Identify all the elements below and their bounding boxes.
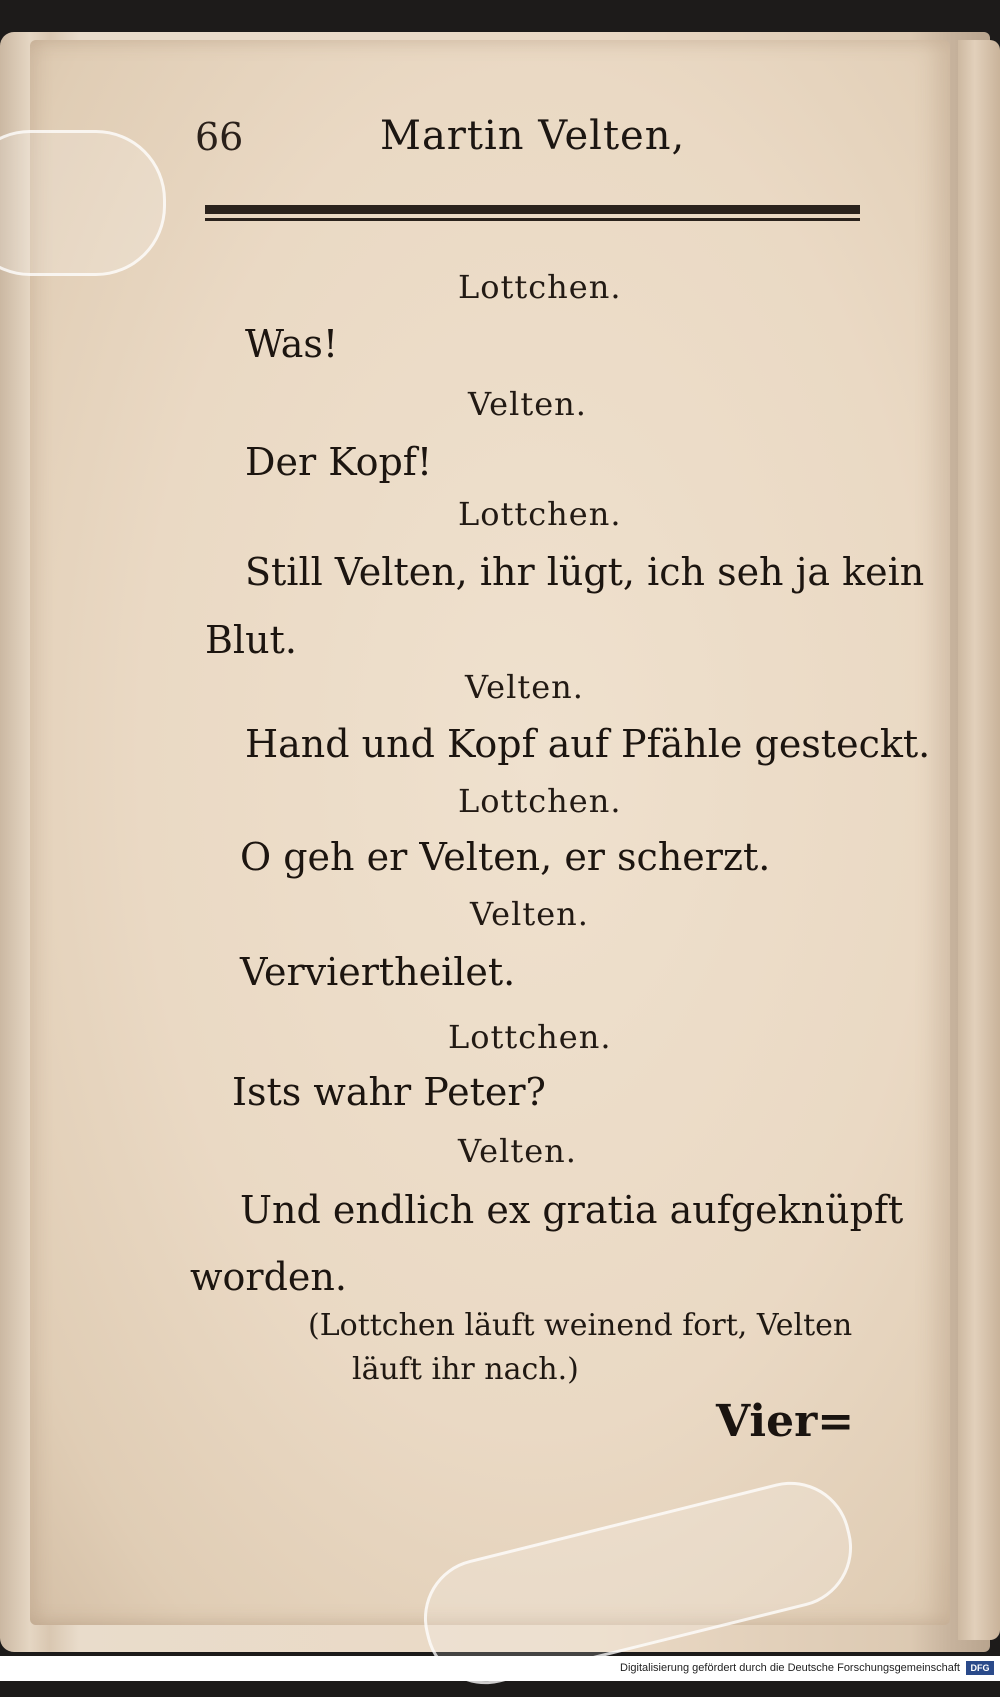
page-number: 66 bbox=[195, 115, 244, 159]
dialogue-line: worden. bbox=[190, 1255, 347, 1299]
speaker-label: Lottchen. bbox=[448, 1018, 612, 1056]
speaker-label: Lottchen. bbox=[458, 268, 622, 306]
dialogue-line: Hand und Kopf auf Pfähle gesteckt. bbox=[245, 722, 931, 766]
header-rule-thin bbox=[205, 218, 860, 221]
dialogue-line: Was! bbox=[245, 322, 339, 366]
stage-direction-line2: läuft ihr nach.) bbox=[352, 1352, 579, 1387]
digitization-credit-bar bbox=[0, 1656, 1000, 1681]
speaker-label: Velten. bbox=[470, 895, 589, 933]
catchword: Vier= bbox=[716, 1396, 855, 1447]
dialogue-line: Still Velten, ihr lügt, ich seh ja kein bbox=[245, 550, 925, 594]
book-right-edge bbox=[958, 40, 1000, 1640]
dialogue-line: Und endlich ex gratia aufgeknüpft bbox=[240, 1188, 904, 1232]
speaker-label: Velten. bbox=[468, 385, 587, 423]
dialogue-line: Ists wahr Peter? bbox=[232, 1070, 546, 1114]
digitization-credit: Digitalisierung gefördert durch die Deutsche Forschungsgemeinschaft bbox=[620, 1662, 960, 1674]
page-clip-top bbox=[0, 130, 166, 276]
dfg-logo: DFG bbox=[966, 1661, 994, 1675]
header-rule-thick bbox=[205, 205, 860, 214]
header-rule bbox=[205, 205, 860, 223]
stage-direction-line1: (Lottchen läuft weinend fort, Velten bbox=[308, 1308, 853, 1343]
speaker-label: Velten. bbox=[465, 668, 584, 706]
speaker-label: Lottchen. bbox=[458, 782, 622, 820]
speaker-label: Lottchen. bbox=[458, 495, 622, 533]
running-title: Martin Velten, bbox=[380, 113, 686, 159]
dialogue-line: Verviertheilet. bbox=[240, 950, 516, 994]
dialogue-line: Der Kopf! bbox=[245, 440, 433, 484]
dialogue-line: Blut. bbox=[205, 618, 297, 662]
dialogue-line: O geh er Velten, er scherzt. bbox=[240, 835, 771, 879]
speaker-label: Velten. bbox=[458, 1132, 577, 1170]
